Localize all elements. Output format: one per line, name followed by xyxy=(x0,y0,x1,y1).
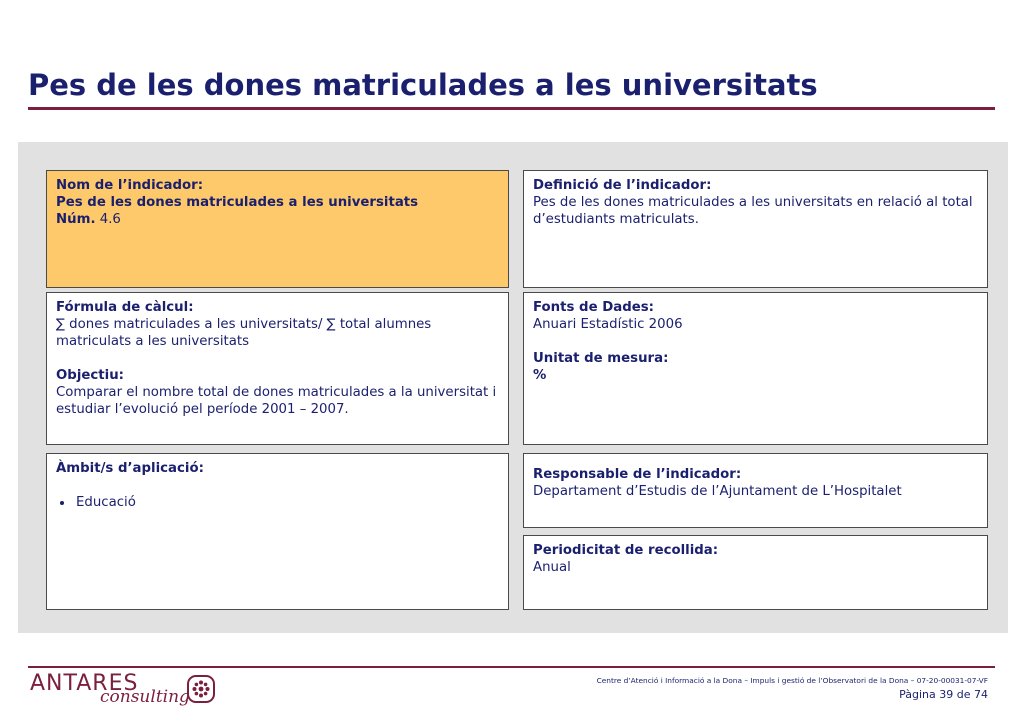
periodicity-value: Anual xyxy=(533,560,571,575)
formula-value: ∑ dones matriculades a les universitats/ ∑ total alumnes matriculats a les universitats xyxy=(56,317,432,349)
scope-list xyxy=(56,494,499,511)
unit-value: % xyxy=(533,368,547,383)
periodicity-label: Periodicitat de recollida: xyxy=(533,543,719,558)
responsible-value: Departament d’Estudis de l’Ajuntament de L’Hospitalet xyxy=(533,484,902,499)
footer-project-text: Centre d’Atenció i Informació a la Dona – Impuls i gestió de l’Observatori de la Dona – 07-20-00031-07-VF xyxy=(596,676,988,685)
responsible-box xyxy=(523,453,988,528)
responsible-label: Responsable de l’indicador: xyxy=(533,467,742,482)
unit-label: Unitat de mesura: xyxy=(533,351,669,366)
logo-consulting: consulting xyxy=(100,687,190,707)
logo-antares: ANTARES xyxy=(30,671,139,696)
logo-emblem-icon xyxy=(186,674,216,704)
scope-label: Àmbit/s d’aplicació: xyxy=(56,461,204,476)
indicator-number-value: 4.6 xyxy=(95,212,121,227)
formula-box xyxy=(46,292,509,445)
indicator-number xyxy=(56,211,499,228)
objective-value: Comparar el nombre total de dones matriculades a la universitat i estudiar l’evolució pel període 2001 – 2007. xyxy=(56,385,497,417)
indicator-name-value: Pes de les dones matriculades a les universitats xyxy=(56,195,419,210)
indicator-number-label: Núm. xyxy=(56,212,96,227)
scope-box xyxy=(46,453,509,610)
definition-value: Pes de les dones matriculades a les universitats en relació al total d’estudiants matriculats. xyxy=(533,195,973,227)
scope-item: • Educació xyxy=(74,494,499,511)
spacer xyxy=(56,350,499,367)
definition-box xyxy=(523,170,988,288)
page-number: Pàgina 39 de 74 xyxy=(899,688,988,701)
sources-label: Fonts de Dades: xyxy=(533,300,654,315)
spacer xyxy=(533,333,978,350)
definition-label: Definició de l’indicador: xyxy=(533,178,712,193)
spacer xyxy=(56,477,499,494)
title-divider xyxy=(28,107,995,110)
indicator-name-box xyxy=(46,170,509,288)
periodicity-box xyxy=(523,535,988,610)
objective-label: Objectiu: xyxy=(56,368,124,383)
indicator-name-label: Nom de l’indicador: xyxy=(56,178,204,193)
page-title: Pes de les dones matriculades a les universitats xyxy=(28,68,818,102)
sources-box xyxy=(523,292,988,445)
sources-value: Anuari Estadístic 2006 xyxy=(533,317,683,332)
footer-divider xyxy=(28,666,995,668)
formula-label: Fórmula de càlcul: xyxy=(56,300,194,315)
